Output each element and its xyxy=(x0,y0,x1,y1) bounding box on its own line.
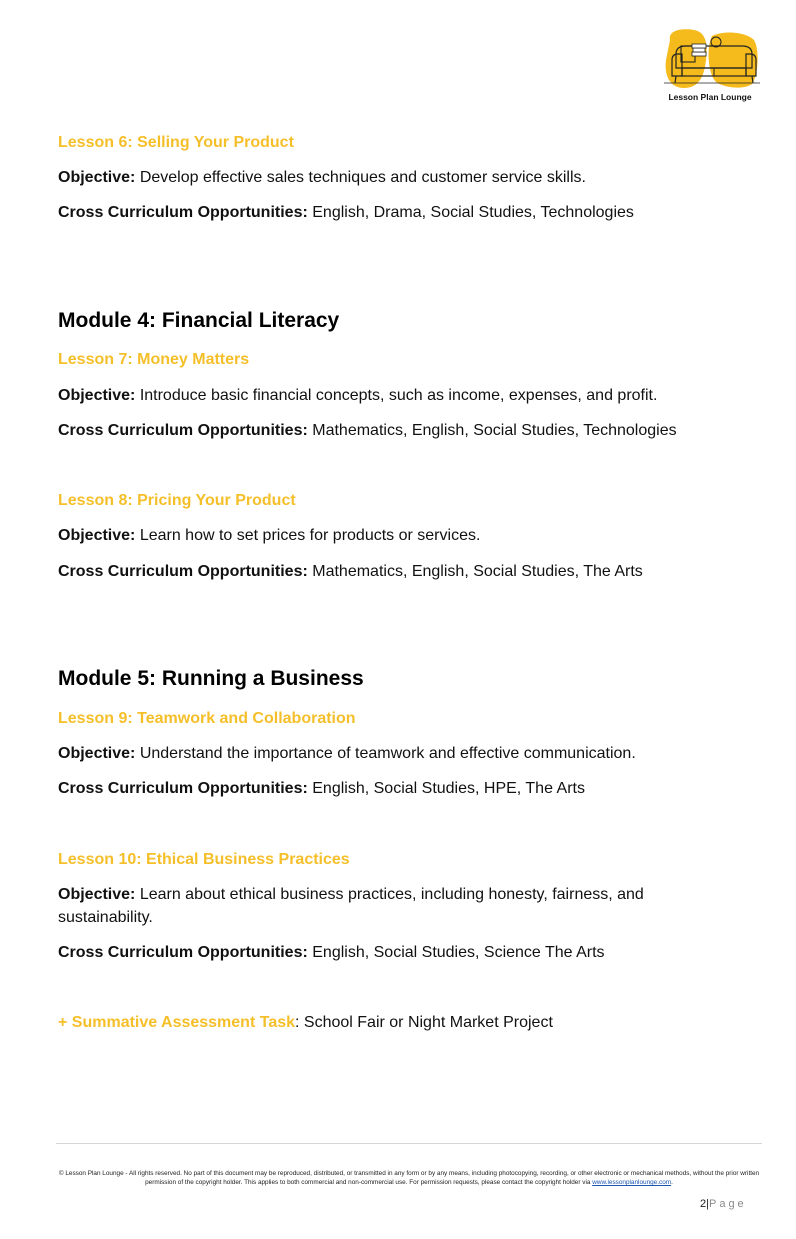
page-separator: | xyxy=(706,1198,709,1210)
objective-text: Introduce basic financial concepts, such as income, expenses, and profit. xyxy=(139,387,658,404)
page-number-value: 2 xyxy=(700,1198,707,1210)
footer-copyright xyxy=(56,1169,762,1187)
summative-text: : School Fair or Night Market Project xyxy=(295,1014,553,1031)
objective-label: Objective: xyxy=(58,527,136,544)
module-5-title: Module 5: Running a Business xyxy=(58,667,364,690)
brand-logo xyxy=(662,26,762,106)
lesson-6-cross-curriculum xyxy=(58,204,738,222)
module-4-title: Module 4: Financial Literacy xyxy=(58,309,340,332)
objective-text: Understand the importance of teamwork and effective communication. xyxy=(139,745,636,762)
footer-divider xyxy=(56,1143,762,1144)
copyright-text: © Lesson Plan Lounge - All rights reserved. No part of this document may be reproduced, distributed, or transmitted in any form or by any means, including photocopying, recording, or other electronic or mechanical methods, without the prior written permission of the copyright holder. This applies to both commercial and non-commercial use. For permission requests, please contact the copyright holder via xyxy=(58,1170,760,1186)
cross-curriculum-label: Cross Curriculum Opportunities: xyxy=(58,563,308,580)
objective-text: Learn about ethical business practices, including honesty, fairness, and sustainability. xyxy=(58,886,644,926)
cross-curriculum-label: Cross Curriculum Opportunities: xyxy=(58,422,308,439)
lesson-9-objective xyxy=(58,745,738,763)
lesson-8-objective xyxy=(58,527,738,545)
lesson-9-cross-curriculum xyxy=(58,780,738,798)
lesson-10-cross-curriculum xyxy=(58,944,738,962)
page-number xyxy=(700,1198,747,1210)
lesson-7-objective xyxy=(58,387,738,405)
objective-text: Develop effective sales techniques and customer service skills. xyxy=(139,169,586,186)
cross-curriculum-text: English, Social Studies, HPE, The Arts xyxy=(312,780,585,797)
lesson-7-cross-curriculum xyxy=(58,422,738,440)
lesson-10-objective xyxy=(58,883,698,929)
lesson-9-title: Lesson 9: Teamwork and Collaboration xyxy=(58,710,356,727)
website-link[interactable]: www.lessonplanlounge.com xyxy=(592,1179,672,1186)
objective-text: Learn how to set prices for products or services. xyxy=(139,527,481,544)
brand-name: Lesson Plan Lounge xyxy=(668,92,752,102)
lesson-8-title: Lesson 8: Pricing Your Product xyxy=(58,492,296,509)
objective-label: Objective: xyxy=(58,745,136,762)
lesson-7-title: Lesson 7: Money Matters xyxy=(58,351,250,368)
lesson-6-title: Lesson 6: Selling Your Product xyxy=(58,134,294,151)
cross-curriculum-label: Cross Curriculum Opportunities: xyxy=(58,204,308,221)
lesson-6-objective xyxy=(58,169,738,187)
cross-curriculum-text: Mathematics, English, Social Studies, The Arts xyxy=(312,563,643,580)
lesson-10-title: Lesson 10: Ethical Business Practices xyxy=(58,851,350,868)
objective-label: Objective: xyxy=(58,886,136,903)
cross-curriculum-text: English, Social Studies, Science The Arts xyxy=(312,944,605,961)
summative-assessment xyxy=(58,1014,553,1032)
objective-label: Objective: xyxy=(58,387,136,404)
sofa-icon xyxy=(662,26,762,96)
cross-curriculum-label: Cross Curriculum Opportunities: xyxy=(58,944,308,961)
page-label: Page xyxy=(708,1198,747,1210)
cross-curriculum-label: Cross Curriculum Opportunities: xyxy=(58,780,308,797)
objective-label: Objective: xyxy=(58,169,136,186)
cross-curriculum-text: Mathematics, English, Social Studies, Technologies xyxy=(312,422,677,439)
link-suffix: . xyxy=(671,1179,673,1186)
lesson-8-cross-curriculum xyxy=(58,563,738,581)
cross-curriculum-text: English, Drama, Social Studies, Technologies xyxy=(312,204,634,221)
summative-label: + Summative Assessment Task xyxy=(58,1014,296,1031)
